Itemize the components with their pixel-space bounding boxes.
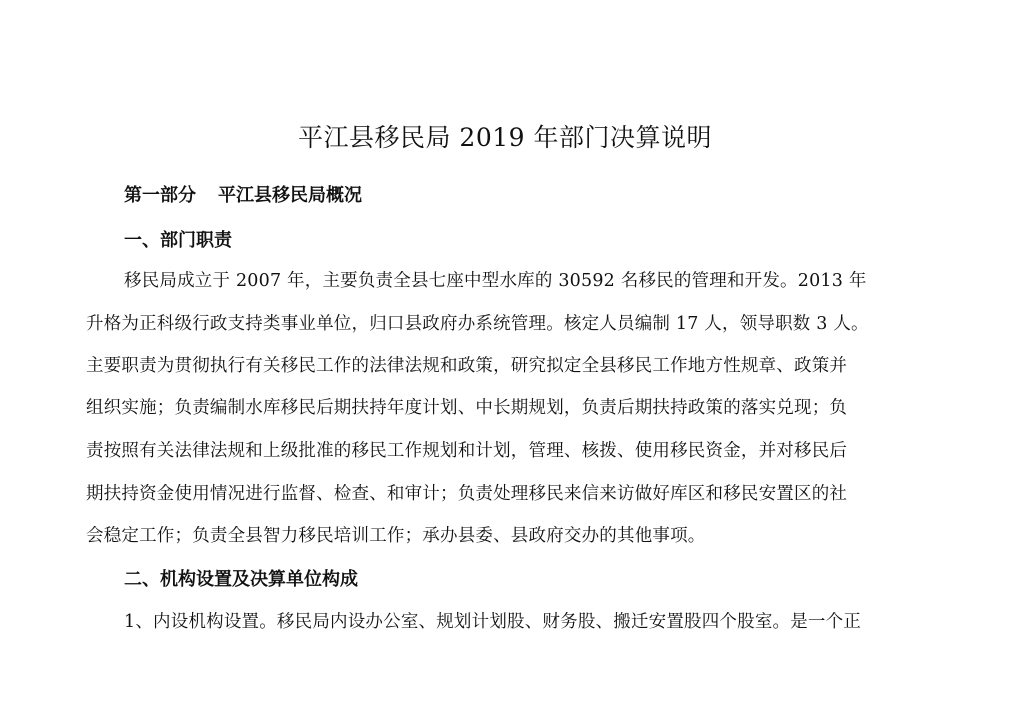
section-heading-duties: 一、部门职责	[124, 230, 232, 251]
part-name: 平江县移民局概况	[218, 185, 362, 206]
paragraph-line: 升格为正科级行政支持类事业单位，归口县政府办系统管理。核定人员编制 17 人，领导职数 3 人。	[86, 314, 869, 334]
paragraph-line: 1、内设机构设置。移民局内设办公室、规划计划股、财务股、搬迁安置股四个股室。是一个正	[124, 612, 862, 632]
part-number: 第一部分	[124, 185, 196, 206]
paragraph-line: 会稳定工作；负责全县智力移民培训工作；承办县委、县政府交办的其他事项。	[86, 526, 706, 546]
paragraph-line: 责按照有关法律法规和上级批准的移民工作规划和计划，管理、核拨、使用移民资金，并对移民后	[86, 441, 848, 461]
document-title: 平江县移民局 2019 年部门决算说明	[297, 123, 713, 152]
paragraph-line: 主要职责为贯彻执行有关移民工作的法律法规和政策，研究拟定全县移民工作地方性规章、政策并	[86, 356, 848, 376]
paragraph-line: 组织实施；负责编制水库移民后期扶持年度计划、中长期规划，负责后期扶持政策的落实兑现；负	[86, 398, 848, 418]
paragraph-line: 期扶持资金使用情况进行监督、检查、和审计；负责处理移民来信来访做好库区和移民安置区的社	[86, 484, 848, 504]
paragraph-line: 移民局成立于 2007 年，主要负责全县七座中型水库的 30592 名移民的管理和开发。2013 年	[124, 271, 867, 291]
section-heading-structure: 二、机构设置及决算单位构成	[124, 569, 358, 590]
part-heading	[124, 181, 362, 207]
